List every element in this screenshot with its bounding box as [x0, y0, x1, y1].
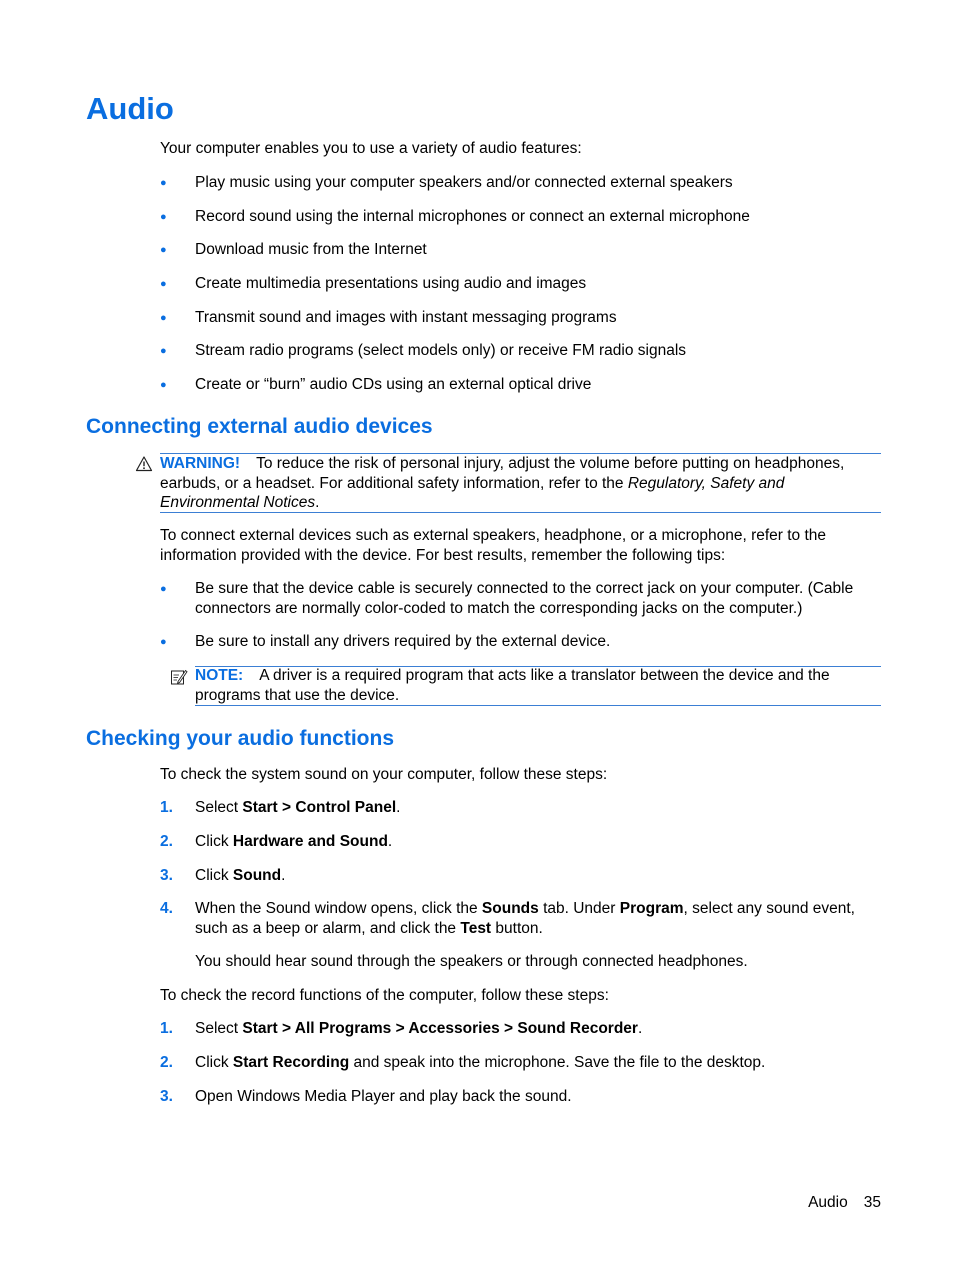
bullet-icon: ●	[160, 345, 167, 357]
bullet-icon: ●	[160, 177, 167, 189]
step-number: 3.	[160, 1088, 173, 1105]
record-check-intro: To check the record functions of the computer, follow these steps:	[160, 987, 609, 1004]
intro-text: Your computer enables you to use a variety of audio features:	[160, 140, 582, 157]
bullet-icon: ●	[160, 636, 167, 648]
page-footer	[808, 1193, 881, 1213]
page-title: Audio	[86, 91, 174, 126]
warning-label: WARNING!	[160, 455, 241, 472]
section-heading-connecting: Connecting external audio devices	[86, 415, 433, 438]
bullet-icon: ●	[160, 211, 167, 223]
note-bottom-rule	[195, 705, 881, 706]
warning-bottom-rule	[160, 512, 881, 513]
sound-check-result: You should hear sound through the speakers or through connected headphones.	[195, 953, 748, 970]
section-heading-checking: Checking your audio functions	[86, 727, 395, 750]
note-label: NOTE:	[195, 667, 244, 684]
note-pencil-icon	[170, 668, 188, 686]
step-number: 4.	[160, 900, 173, 917]
step-number: 3.	[160, 867, 173, 884]
bullet-icon: ●	[160, 379, 167, 391]
note-callout: NOTE: A driver is a required program that acts like a translator between the device and the programs that use the device.	[195, 667, 830, 704]
regulatory-notices-title: Regulatory, Safety and Environmental Notices	[160, 474, 785, 511]
step-number: 2.	[160, 833, 173, 850]
step-number: 1.	[160, 799, 173, 816]
step-number: 1.	[160, 1020, 173, 1037]
connecting-intro: To connect external devices such as external speakers, headphone, or a microphone, refer to the information provided with the device. For best results, remember the following tips:	[160, 527, 827, 564]
bullet-icon: ●	[160, 583, 167, 595]
warning-callout: WARNING! To reduce the risk of personal injury, adjust the volume before putting on headphones, earbuds, or a headset. For additional safety information, refer to the Regulatory, Safety and Environmental Notices.	[160, 455, 845, 511]
step-number: 2.	[160, 1054, 173, 1071]
warning-triangle-icon	[135, 455, 153, 473]
bullet-icon: ●	[160, 278, 167, 290]
bullet-icon: ●	[160, 312, 167, 324]
footer-section-name: Audio	[808, 1194, 848, 1211]
sound-check-intro: To check the system sound on your computer, follow these steps:	[160, 766, 608, 783]
page-number: 35	[863, 1194, 881, 1211]
bullet-icon: ●	[160, 244, 167, 256]
